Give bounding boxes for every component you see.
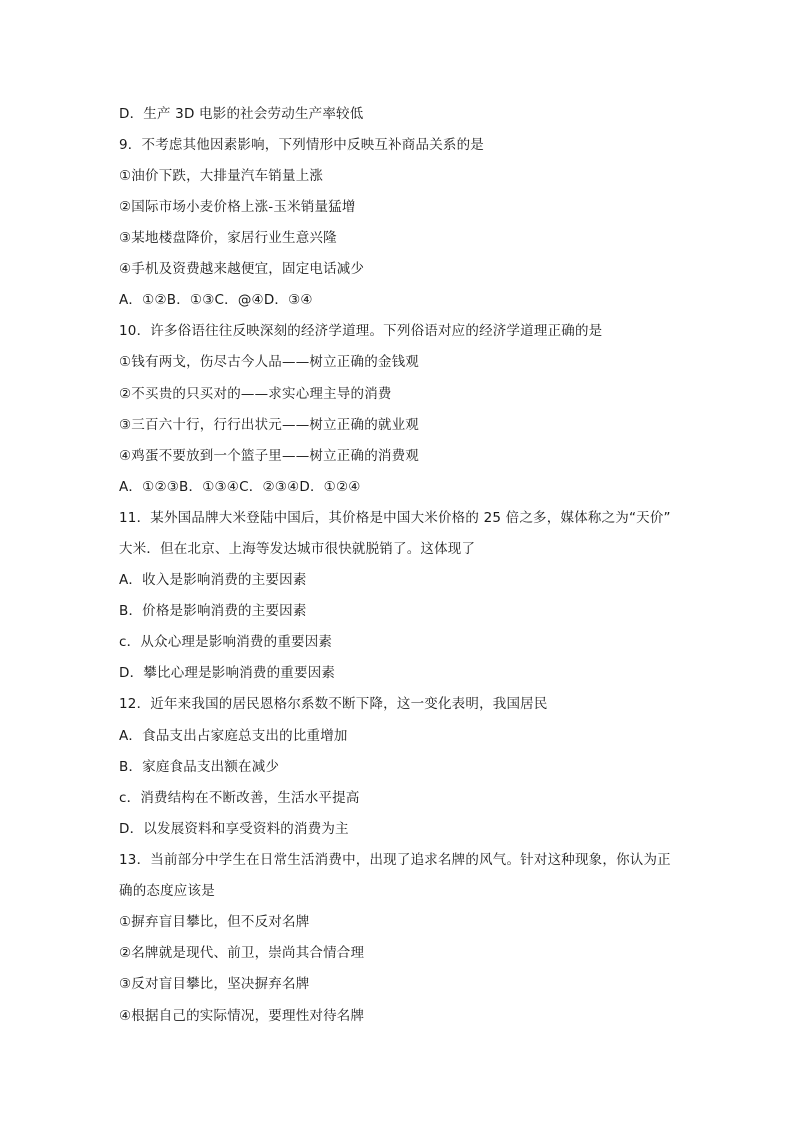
q12-option-a: A．食品支出占家庭总支出的比重增加 [119, 728, 348, 744]
q11-option-c: c．从众心理是影响消费的重要因素 [119, 634, 333, 650]
q9-item-3: ③某地楼盘降价，家居行业生意兴隆 [119, 230, 337, 246]
question-13-line-1: 13．当前部分中学生在日常生活消费中，出现了追求名牌的风气。针对这种现象，你认为正 [119, 852, 671, 868]
q10-item-4: ④鸡蛋不要放到一个篮子里——树立正确的消费观 [119, 448, 420, 464]
q10-item-3: ③三百六十行，行行出状元——树立正确的就业观 [119, 417, 420, 433]
question-9: 9．不考虑其他因素影响，下列情形中反映互补商品关系的是 [119, 137, 484, 153]
question-11-line-2: 大米．但在北京、上海等发达城市很快就脱销了。这体现了 [119, 541, 476, 557]
q13-item-1: ①摒弃盲目攀比，但不反对名牌 [119, 914, 310, 930]
q13-item-2: ②名牌就是现代、前卫，崇尚其合情合理 [119, 945, 365, 961]
q11-option-b: B．价格是影响消费的主要因素 [119, 603, 307, 619]
q12-option-d: D．以发展资料和享受资料的消费为主 [119, 821, 349, 837]
question-12: 12．近年来我国的居民恩格尔系数不断下降，这一变化表明，我国居民 [119, 696, 548, 712]
q9-item-1: ①油价下跌，大排量汽车销量上涨 [119, 168, 324, 184]
q13-item-3: ③反对盲目攀比，坚决摒弃名牌 [119, 976, 310, 992]
question-13-line-2: 确的态度应该是 [119, 883, 215, 899]
question-11-line-1: 11．某外国品牌大米登陆中国后，其价格是中国大米价格的 25 倍之多，媒体称之为“天价” [119, 510, 671, 526]
q10-item-2: ②不买贵的只买对的——求实心理主导的消费 [119, 386, 392, 402]
question-10: 10．许多俗语往往反映深刻的经济学道理。下列俗语对应的经济学道理正确的是 [119, 323, 603, 339]
option-8d: D．生产 3D 电影的社会劳动生产率较低 [119, 106, 364, 122]
q10-options: A．①②③B．①③④C．②③④D．①②④ [119, 479, 361, 495]
q11-option-a: A．收入是影响消费的主要因素 [119, 572, 307, 588]
q12-option-c: c．消费结构在不断改善，生活水平提高 [119, 790, 360, 806]
q11-option-d: D．攀比心理是影响消费的重要因素 [119, 665, 336, 681]
q9-item-4: ④手机及资费越来越便宜，固定电话减少 [119, 261, 365, 277]
q12-option-b: B．家庭食品支出额在减少 [119, 759, 280, 775]
q9-item-2: ②国际市场小麦价格上涨-玉米销量猛增 [119, 199, 356, 215]
q10-item-1: ①钱有两戈，伤尽古今人品——树立正确的金钱观 [119, 354, 420, 370]
q13-item-4: ④根据自己的实际情况，要理性对待名牌 [119, 1008, 365, 1024]
q9-options: A．①②B．①③C．@④D．③④ [119, 292, 313, 308]
